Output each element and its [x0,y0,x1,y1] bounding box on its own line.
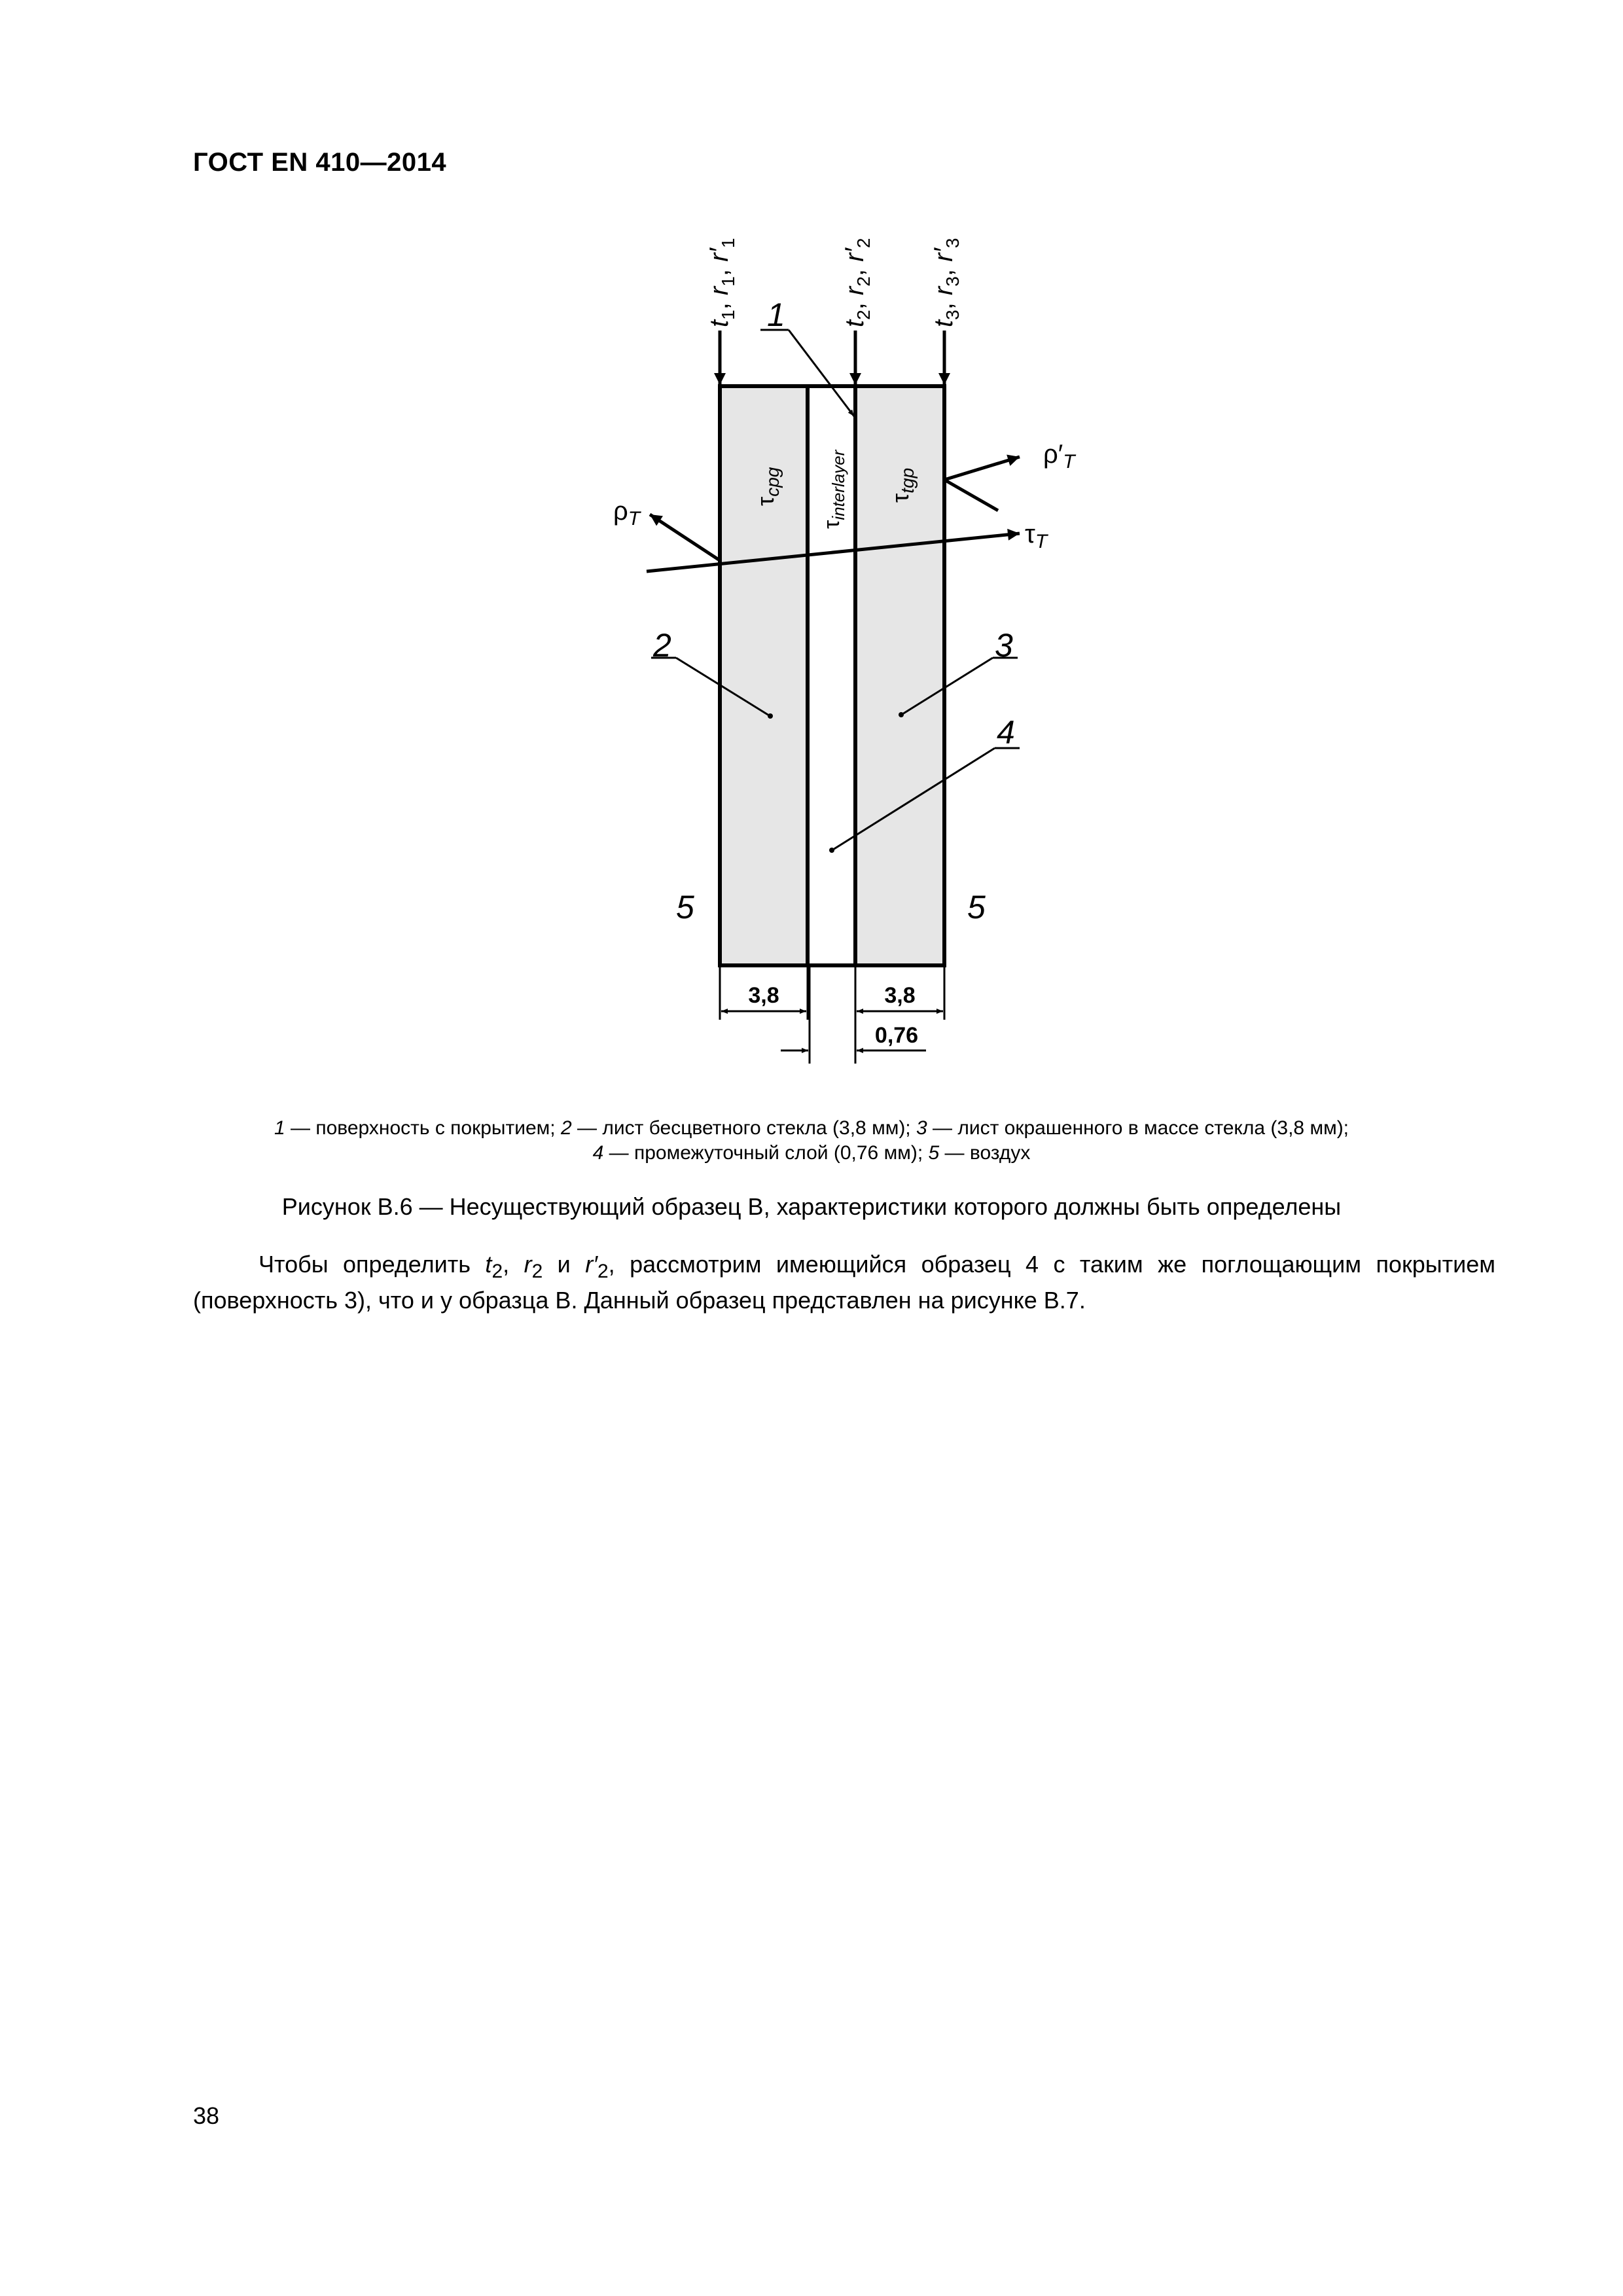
sample-b-diagram [0,0,1623,1113]
arrow-label-2: $t_2$, $r_2$, $r'_2$ [840,238,874,327]
callout-2: 2 [653,627,671,664]
legend-line-2 [193,1141,1430,1166]
callout-4-dot [829,848,834,853]
para-var-t: t [485,1251,492,1278]
figure-caption: Рисунок В.6 — Несуществующий образец В, характеристики которого должны быть определены [281,1193,1342,1220]
para-var-rp: r′ [585,1251,597,1278]
callout-5-left: 5 [676,889,694,925]
dim-mid-value: 0,76 [874,1023,919,1048]
callout-5-right: 5 [967,889,986,925]
para-comma: , [503,1251,524,1278]
rho-t-label: $\rho_T$ [613,497,641,529]
tau-cpg-label: $\tau_{cpg}$ [752,467,783,506]
tau-interlayer-label: $\tau_{interlayer}$ [819,450,848,529]
legend-text-4: — промежуточный слой (0,76 мм); [603,1142,929,1164]
legend-text-5: — воздух [939,1142,1031,1164]
back-incident-ray [944,480,998,511]
legend-text-2: — лист бесцветного стекла (3,8 мм); [571,1117,916,1139]
legend-num-3: 3 [916,1117,927,1139]
callout-3: 3 [995,627,1013,664]
callout-3-dot [899,712,904,717]
tau-t-label: $\tau_T$ [1025,520,1048,552]
callout-1: 1 [767,296,785,333]
legend-num-1: 1 [274,1117,285,1139]
para-and: и [543,1251,586,1278]
dim-left-value: 3,8 [748,983,779,1008]
tau-tgp-label: $\tau_{tgp}$ [887,467,918,503]
dim-right-value: 3,8 [884,983,916,1008]
para-sub-1: 2 [491,1261,503,1283]
legend-num-2: 2 [560,1117,572,1139]
body-paragraph [193,1250,1495,1315]
arrow-label-1: $t_1$, $r_1$, $r'_1$ [705,238,738,327]
arrow-label-3: $t_3$, $r_3$, $r'_3$ [929,238,963,327]
legend-line-1 [193,1116,1430,1141]
reflected-ray-back [944,457,1020,480]
para-var-r: r [524,1251,532,1278]
callout-4: 4 [997,714,1015,751]
para-sub-2: 2 [531,1261,543,1283]
page-number: 38 [193,2102,220,2129]
reflected-ray-front [650,514,719,560]
legend-text-1: — поверхность с покрытием; [285,1117,561,1139]
legend-num-4: 4 [592,1142,604,1164]
legend-num-5: 5 [928,1142,940,1164]
para-text-2: , рассмотрим имеющийся образец 4 с таким же поглощающим покрытием (поверхность 3), что и у образца В. Данный образец представлен на рисунке В.7. [193,1251,1495,1314]
rho-prime-t-label: $\rho'_T$ [1043,440,1075,473]
callout-2-dot [768,713,773,719]
legend-text-3: — лист окрашенного в массе стекла (3,8 мм); [927,1117,1349,1139]
para-sub-3: 2 [597,1261,609,1283]
document-header: ГОСТ EN 410—2014 [193,148,447,177]
figure-legend [193,1116,1430,1166]
para-text-1: Чтобы определить [259,1251,486,1278]
